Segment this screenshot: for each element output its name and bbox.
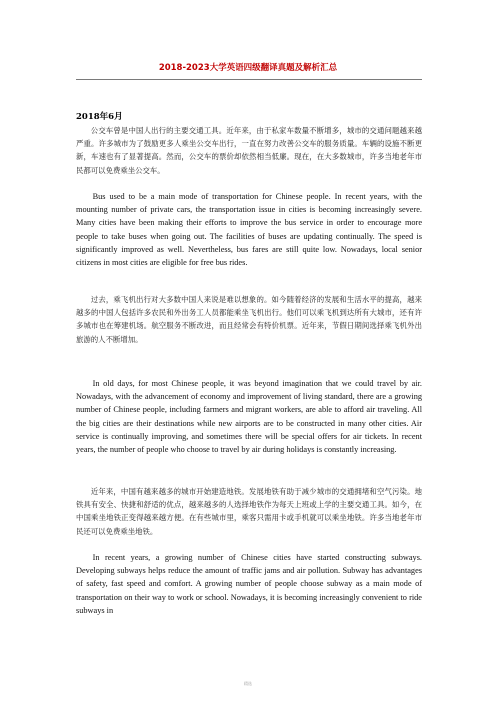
english-paragraph-subway: In recent years, a growing number of Chinese cities have started constructing subways. Developing subways helps reduce the amount of traffic jams and air pollution. Subway has advantages of safety, fast speed and comfort. A growing number of people choose subway as a main mode of transportation on their way to work or school. Nowadays, it is becoming increasingly convenient to ride subways in: [76, 553, 422, 615]
chinese-paragraph-air-travel: 过去，乘飞机出行对大多数中国人来说是难以想象的。如今随着经济的发展和生活水平的提高，越来越多的中国人包括许多农民和外出务工人员都能乘坐飞机出行。他们可以乘飞机到达所有大城市，还有许多城市也在筹建机场。航空服务不断改进，而且经常会有特价机票。近年来，节假日期间选择乘飞机外出旅游的人不断增加。: [76, 295, 422, 344]
chinese-paragraph-bus: 公交车曾是中国人出行的主要交通工具。近年来，由于私家车数量不断增多，城市的交通问题越来越严重。许多城市为了鼓励更多人乘坐公交车出行，一直在努力改善公交车的服务质量。车辆的设施不断更新，车速也有了显著提高。然而，公交车的票价却依然相当低廉。现在，在大多数城市，许多当地老年市民都可以免费乘坐公交车。: [76, 126, 422, 175]
title-divider: [76, 79, 422, 80]
section-heading: 2018年6月: [76, 112, 123, 122]
page-footer: 精选: [244, 681, 252, 686]
english-paragraph-air-travel: In old days, for most Chinese people, it was beyond imagination that we could travel by air. Nowadays, with the advancement of economy and improvement of living standard, there are a growing number of Chinese people, including farmers and migrant workers, are able to afford air traveling. All the big cities are their destinations while new airports are to be constructed in many other cities. Air service is continually improving, and sometimes there will be special offers for air tickets. In recent years, the number of people who choose to travel by air during holidays is constantly increasing.: [76, 379, 422, 455]
chinese-paragraph-subway: 近年来，中国有越来越多的城市开始建造地铁。发展地铁有助于减少城市的交通拥堵和空气污染。地铁具有安全、快捷和舒适的优点，越来越多的人选择地铁作为每天上班或上学的主要交通工具。如今，在中国乘坐地铁正变得越来越方便。在有些城市里，乘客只需用卡或手机就可以乘坐地铁。许多当地老年市民还可以免费乘坐地铁。: [76, 487, 422, 536]
english-paragraph-bus: Bus used to be a main mode of transportation for Chinese people. In recent years, with the mounting number of private cars, the transportation issue in cities is becoming increasingly severe. Many cities have been making their efforts to improve the bus service in order to encourage more people to take buses when going out. The facilities of buses are updating continually. The speed is significantly improved as well. Nevertheless, bus fares are still quite low. Nowadays, local senior citizens in most cities are eligible for free bus rides.: [76, 192, 422, 268]
document-title: 2018-2023大学英语四级翻译真题及解析汇总: [158, 63, 338, 73]
